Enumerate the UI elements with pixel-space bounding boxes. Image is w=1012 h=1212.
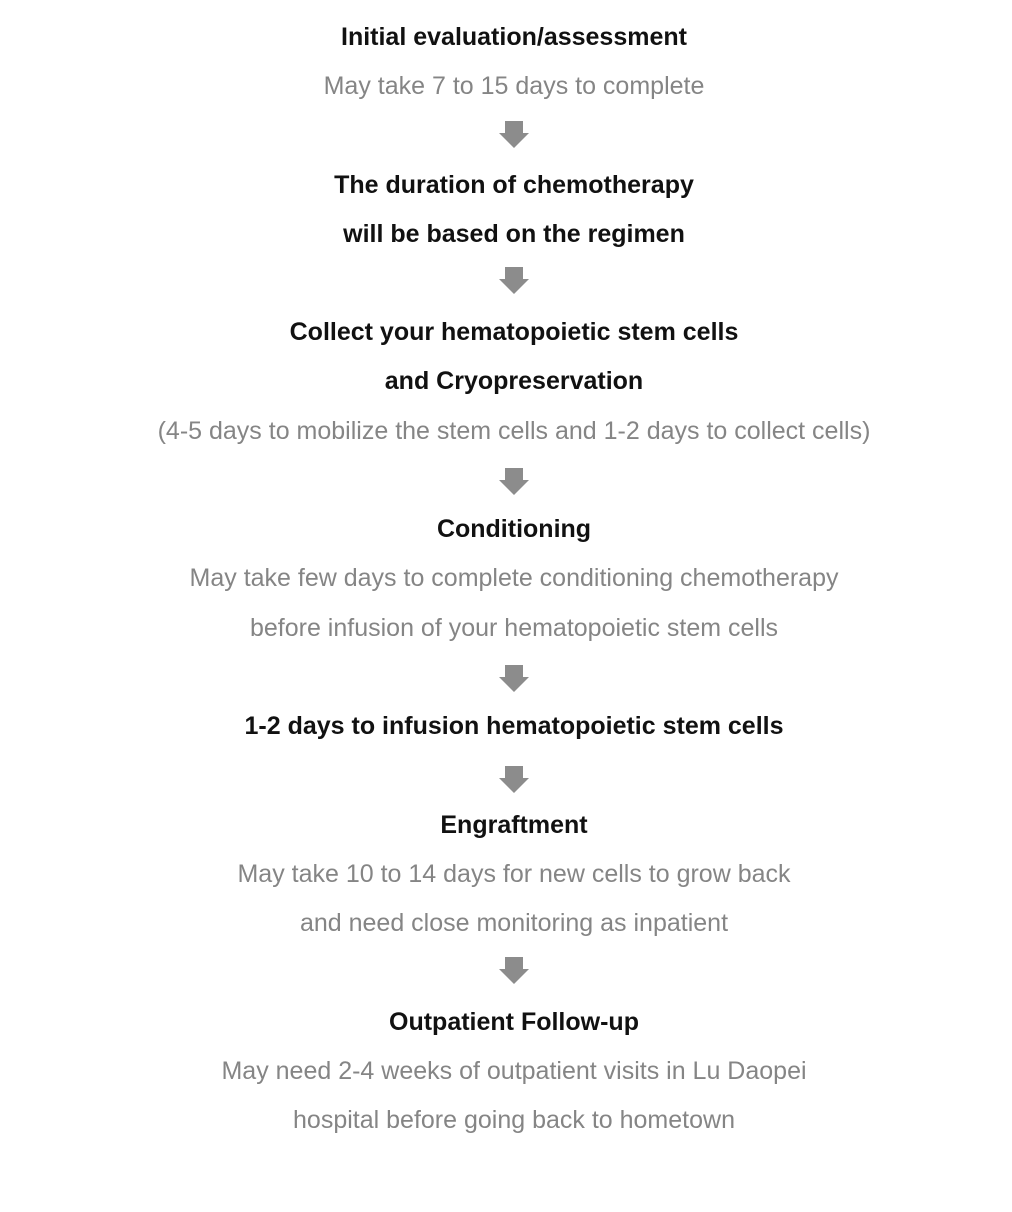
step-4-title: Conditioning: [436, 515, 592, 543]
step-3-title-line-2: and Cryopreservation: [384, 367, 644, 395]
step-7-description-line-2: hospital before going back to hometown: [293, 1106, 735, 1134]
down-arrow-icon: [499, 766, 529, 794]
step-7-description-line-1: May need 2-4 weeks of outpatient visits in Lu Daopei: [221, 1057, 807, 1085]
step-2-title-line-2: will be based on the regimen: [343, 220, 685, 248]
step-1-title: Initial evaluation/assessment: [341, 23, 687, 51]
step-4-description-line-1: May take few days to complete conditioning chemotherapy: [189, 564, 839, 592]
step-5-title: 1-2 days to infusion hematopoietic stem cells: [244, 712, 784, 740]
step-6-description-line-1: May take 10 to 14 days for new cells to grow back: [237, 860, 791, 888]
down-arrow-icon: [499, 468, 529, 496]
down-arrow-icon: [499, 121, 529, 149]
step-6-description-line-2: and need close monitoring as inpatient: [299, 909, 729, 937]
down-arrow-icon: [499, 665, 529, 693]
step-7-title: Outpatient Follow-up: [389, 1008, 639, 1036]
step-1-description: May take 7 to 15 days to complete: [323, 72, 705, 100]
step-6-title: Engraftment: [440, 811, 588, 839]
down-arrow-icon: [499, 267, 529, 295]
step-4-description-line-2: before infusion of your hematopoietic stem cells: [249, 614, 779, 642]
step-2-title-line-1: The duration of chemotherapy: [334, 171, 694, 199]
down-arrow-icon: [499, 957, 529, 985]
step-3-title-line-1: Collect your hematopoietic stem cells: [289, 318, 739, 346]
step-3-description: (4-5 days to mobilize the stem cells and 1-2 days to collect cells): [157, 417, 871, 445]
